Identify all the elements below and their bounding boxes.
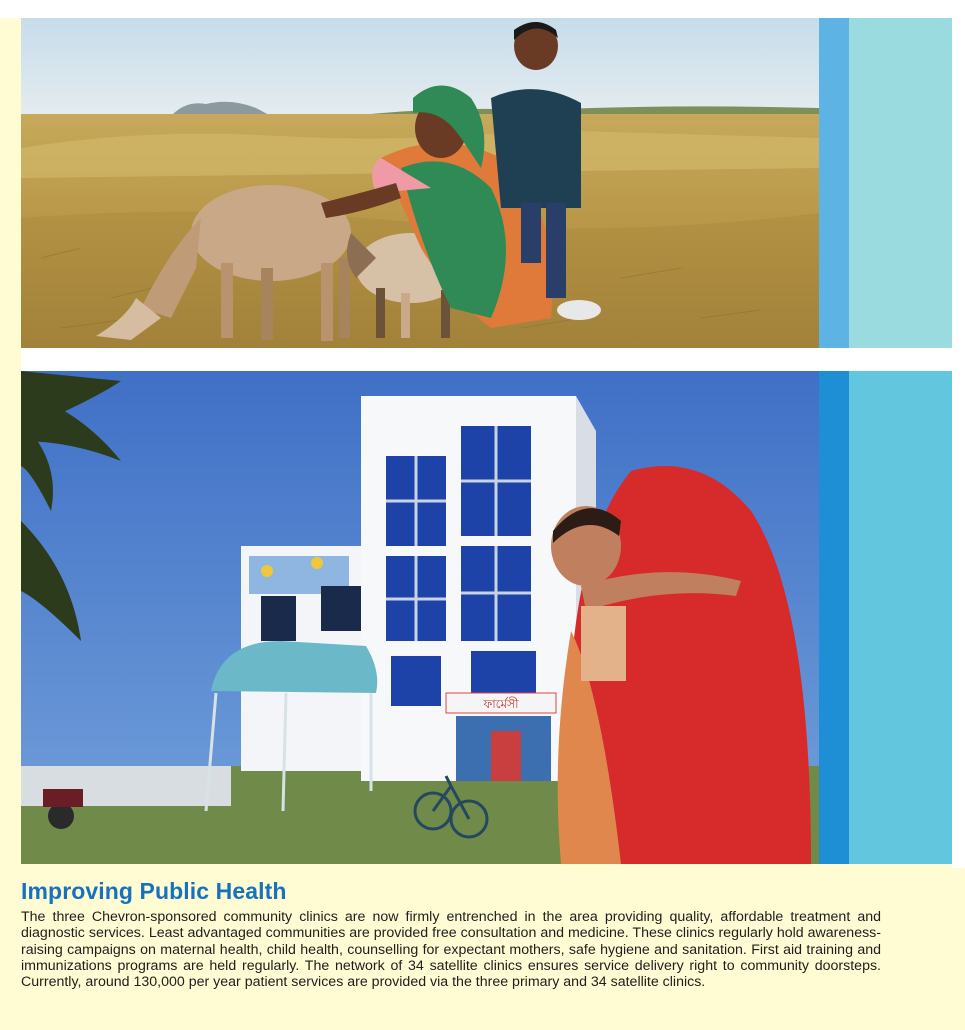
- white-gap-strip: [21, 348, 952, 371]
- photo-woman-goats-illustration: [21, 18, 819, 348]
- accent-band-top-dark: [819, 18, 849, 348]
- photo-clinic-illustration: [21, 371, 819, 864]
- photo-woman-goats-field: [21, 18, 819, 348]
- right-white-edge: [952, 0, 965, 868]
- accent-band-bottom-light: [849, 371, 952, 864]
- accent-band-bottom-dark: [819, 371, 849, 864]
- accent-band-top-light: [849, 18, 952, 348]
- photo-clinic-building: [21, 371, 819, 864]
- pharmacy-sign-text: ফার্মেসী: [483, 697, 519, 711]
- top-white-strip: [0, 0, 965, 18]
- section-title: Improving Public Health: [21, 878, 287, 904]
- left-margin: [0, 18, 21, 868]
- section-body-text: The three Chevron-sponsored community clinics are now firmly entrenched in the area providing quality, affordable treatment and diagnostic services. Least advantaged communities are provided free consultation and medicine. These clinics regularly hold awareness-raising campaigns on maternal health, child health, counselling for expectant mothers, safe hygiene and sanitation. First aid training and immunizations programs are held regularly. The network of 34 satellite clinics ensures service delivery right to community doorsteps. Currently, around 130,000 per year patient services are provided via the three primary and 34 satellite clinics.: [21, 909, 881, 991]
